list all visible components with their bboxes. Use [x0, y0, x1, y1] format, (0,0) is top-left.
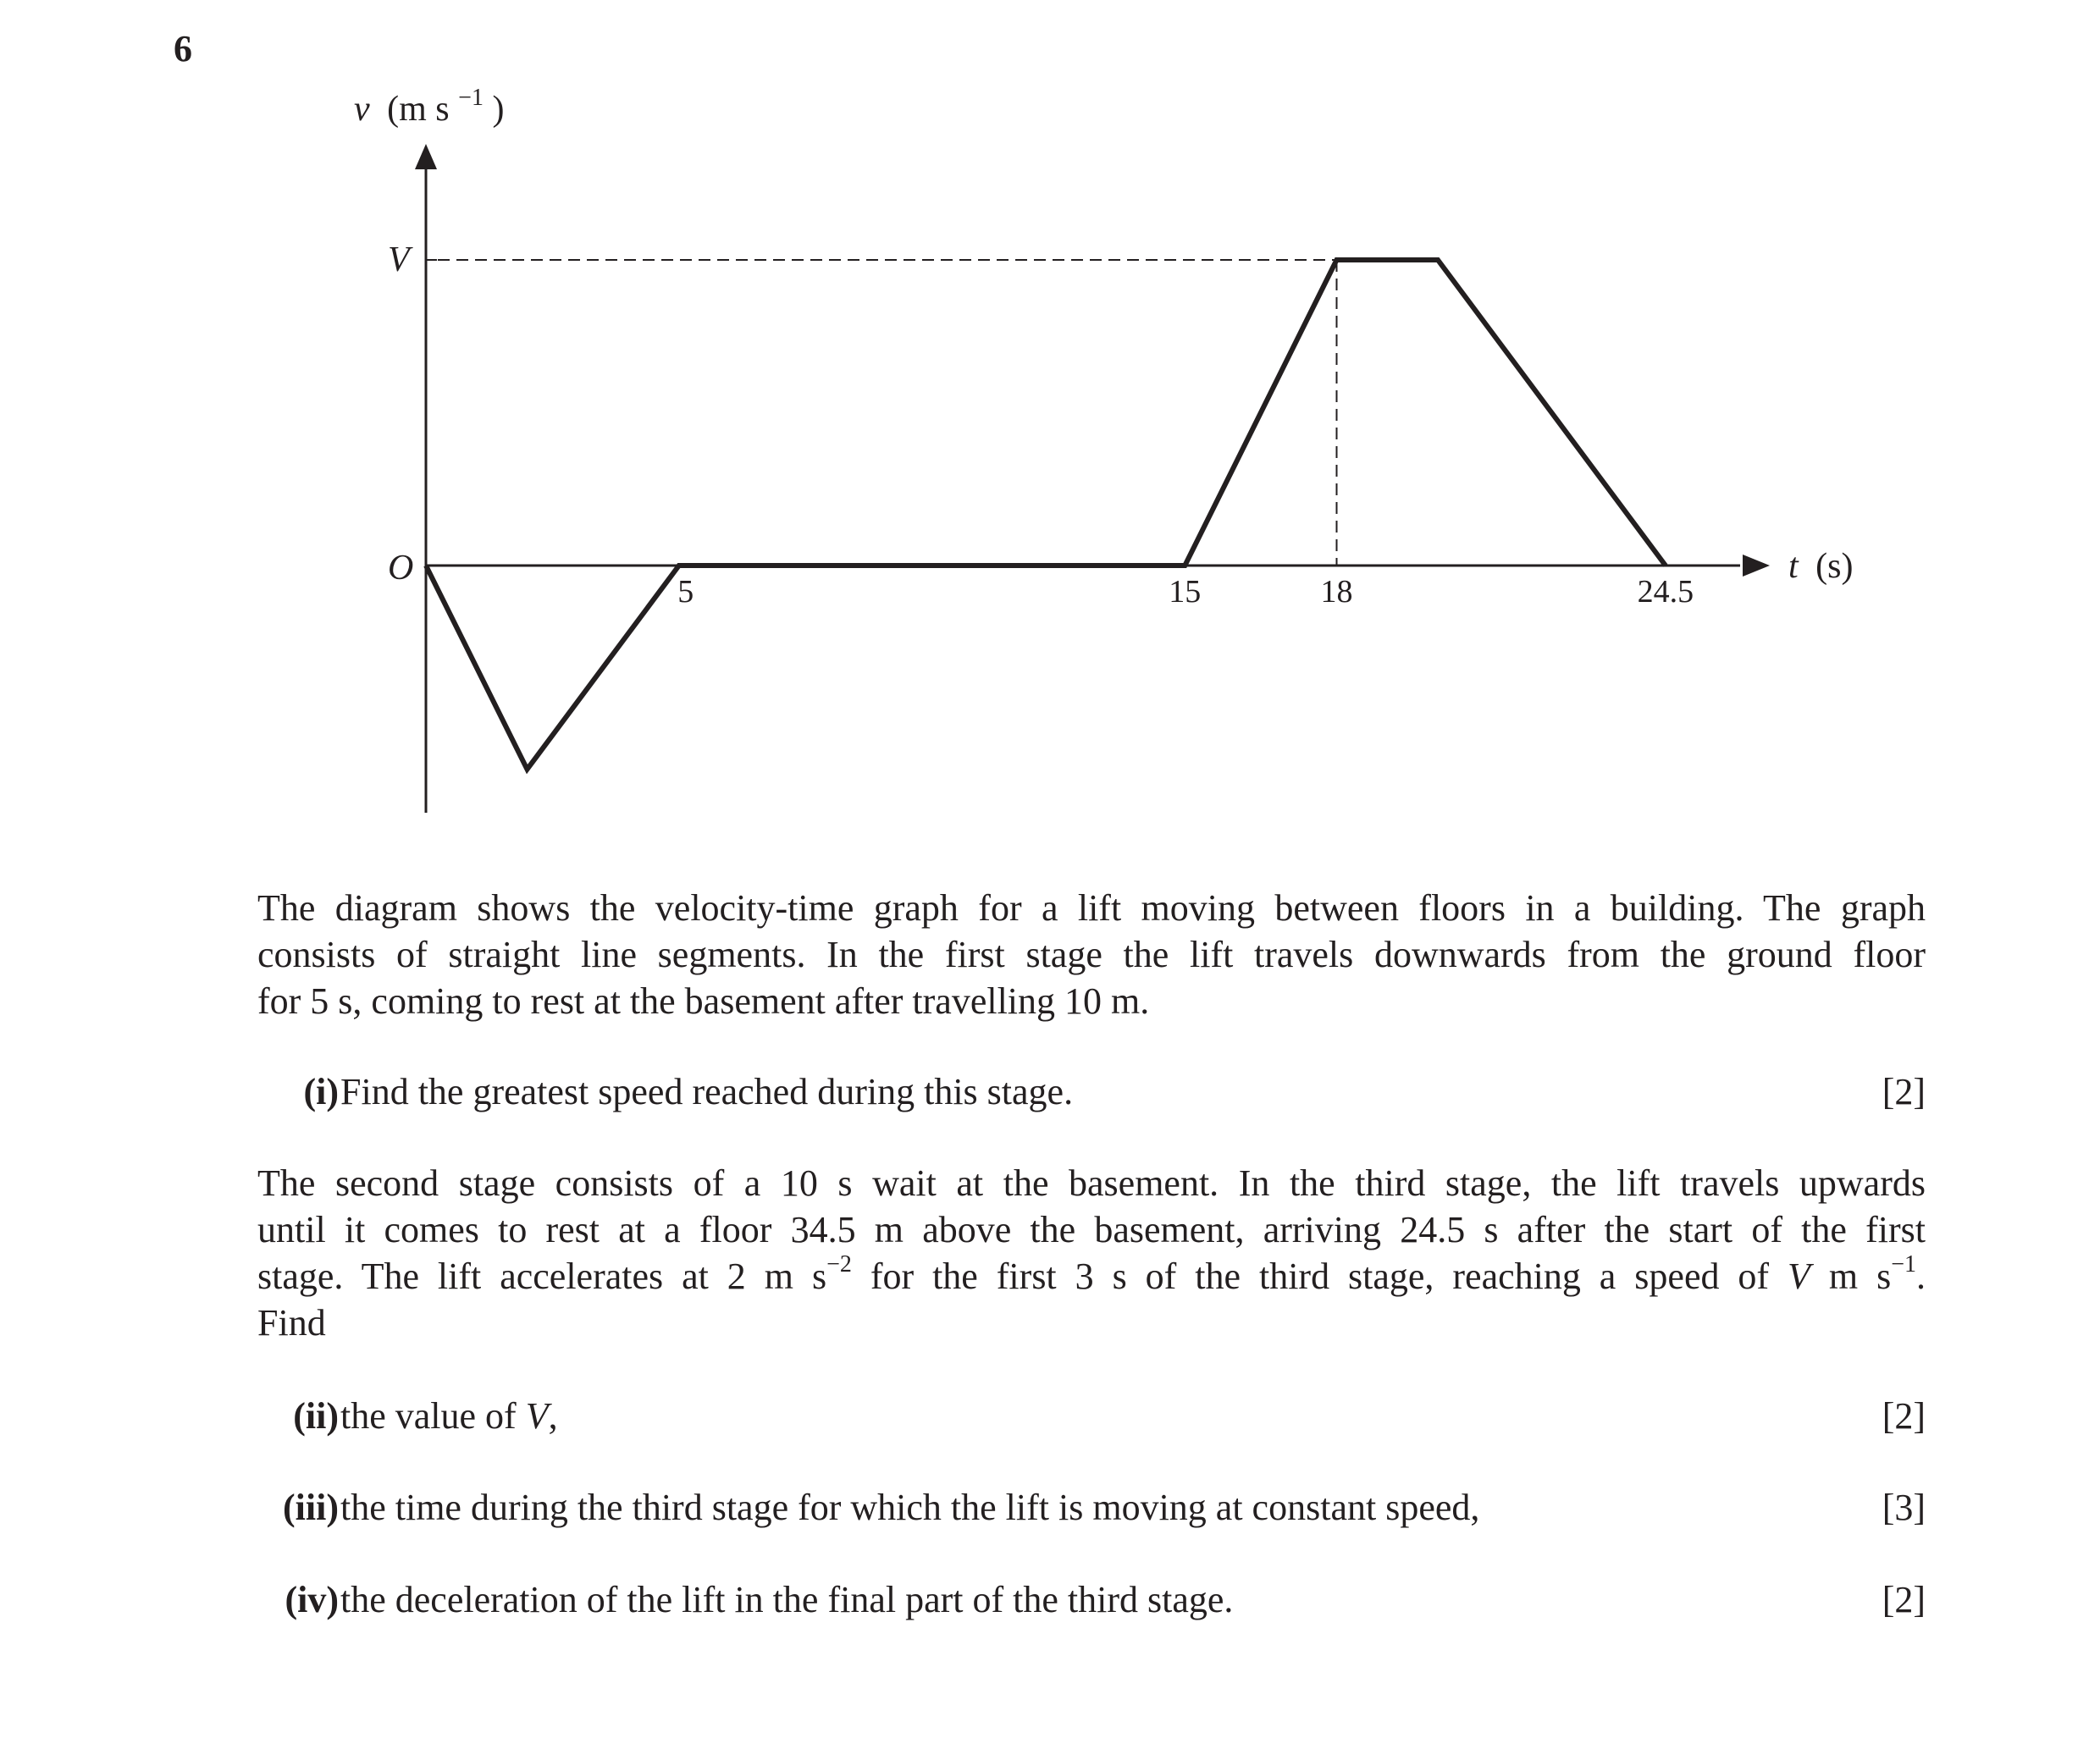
part-ii-label: (ii)	[293, 1395, 339, 1437]
x-tick-label-5: 5	[677, 574, 694, 610]
x-tick-label-15: 15	[1169, 574, 1202, 610]
intro-paragraph	[257, 885, 1926, 1024]
question-number: 6	[174, 28, 192, 69]
series-line	[426, 260, 1666, 770]
v-label: V	[388, 240, 410, 279]
stage2-line-1: The second stage consists of a 10 s wait at the basement. In the third stage, the lift travels upwards	[257, 1162, 1926, 1204]
part-i-label: (i)	[303, 1071, 339, 1112]
y-axis-label-exp: −1	[458, 85, 484, 111]
x-tick-label-24-5: 24.5	[1637, 574, 1694, 610]
x-axis-label	[1788, 547, 1854, 586]
stage2-line-3	[257, 1253, 1926, 1300]
stage2-line-3-a: stage. The lift accelerates at 2 m s	[257, 1256, 827, 1297]
part-i-text: Find the greatest speed reached during this stage.	[340, 1071, 1074, 1112]
intro-line-3: for 5 s, coming to rest at the basement after travelling 10 m.	[257, 980, 1150, 1022]
part-iv-label: (iv)	[285, 1579, 339, 1620]
velocity-time-graph	[0, 0, 2100, 830]
part-iv-text: the deceleration of the lift in the final part of the third stage.	[340, 1579, 1234, 1620]
part-ii-text-b: ,	[548, 1395, 558, 1437]
x-tick-label-18: 18	[1320, 574, 1353, 610]
stage2-line-3-exp1: −2	[826, 1251, 852, 1278]
part-ii-text-a: the value of	[340, 1395, 526, 1437]
stage2-line-3-b: for the first 3 s of the third stage, reaching a speed of	[851, 1256, 1788, 1297]
part-i-marks: [2]	[1882, 1071, 1926, 1112]
part-iii-marks: [3]	[1882, 1487, 1926, 1528]
stage2-line-3-c: m s	[1810, 1256, 1892, 1297]
part-ii-text	[340, 1393, 558, 1440]
part-ii	[254, 1393, 1926, 1440]
y-axis-label-close: )	[492, 90, 505, 129]
part-iii-label: (iii)	[283, 1487, 339, 1528]
x-tick-labels	[677, 574, 1694, 610]
x-axis-arrow	[1743, 555, 1770, 577]
part-ii-text-var: V	[525, 1395, 549, 1437]
x-axis-label-var: t	[1788, 547, 1799, 586]
part-i	[254, 1068, 1926, 1116]
y-axis-label	[354, 75, 504, 129]
part-ii-marks: [2]	[1882, 1395, 1926, 1437]
stage2-line-2: until it comes to rest at a floor 34.5 m above the basement, arriving 24.5 s after the start of the first	[257, 1209, 1926, 1250]
intro-line-1: The diagram shows the velocity-time graph for a lift moving between floors in a building. The graph	[257, 887, 1926, 929]
stage2-line-3-var: V	[1788, 1256, 1810, 1297]
stage2-line-3-exp2: −1	[1891, 1251, 1916, 1278]
stage2-paragraph	[257, 1160, 1926, 1346]
x-axis-label-unit: (s)	[1815, 547, 1854, 586]
stage2-line-4: Find	[257, 1302, 326, 1344]
part-iii-text: the time during the third stage for which the lift is moving at constant speed,	[340, 1487, 1480, 1528]
y-axis-label-unit: (m s	[387, 90, 450, 129]
origin-label: O	[388, 549, 414, 588]
y-axis-arrow	[415, 144, 437, 169]
part-iv	[254, 1576, 1926, 1624]
part-iii	[254, 1484, 1926, 1532]
intro-line-2: consists of straight line segments. In the first stage the lift travels downwards from the ground floor	[257, 934, 1926, 975]
y-axis-label-var: v	[354, 90, 370, 129]
stage2-line-3-d: .	[1916, 1256, 1926, 1297]
part-iv-marks: [2]	[1882, 1579, 1926, 1620]
